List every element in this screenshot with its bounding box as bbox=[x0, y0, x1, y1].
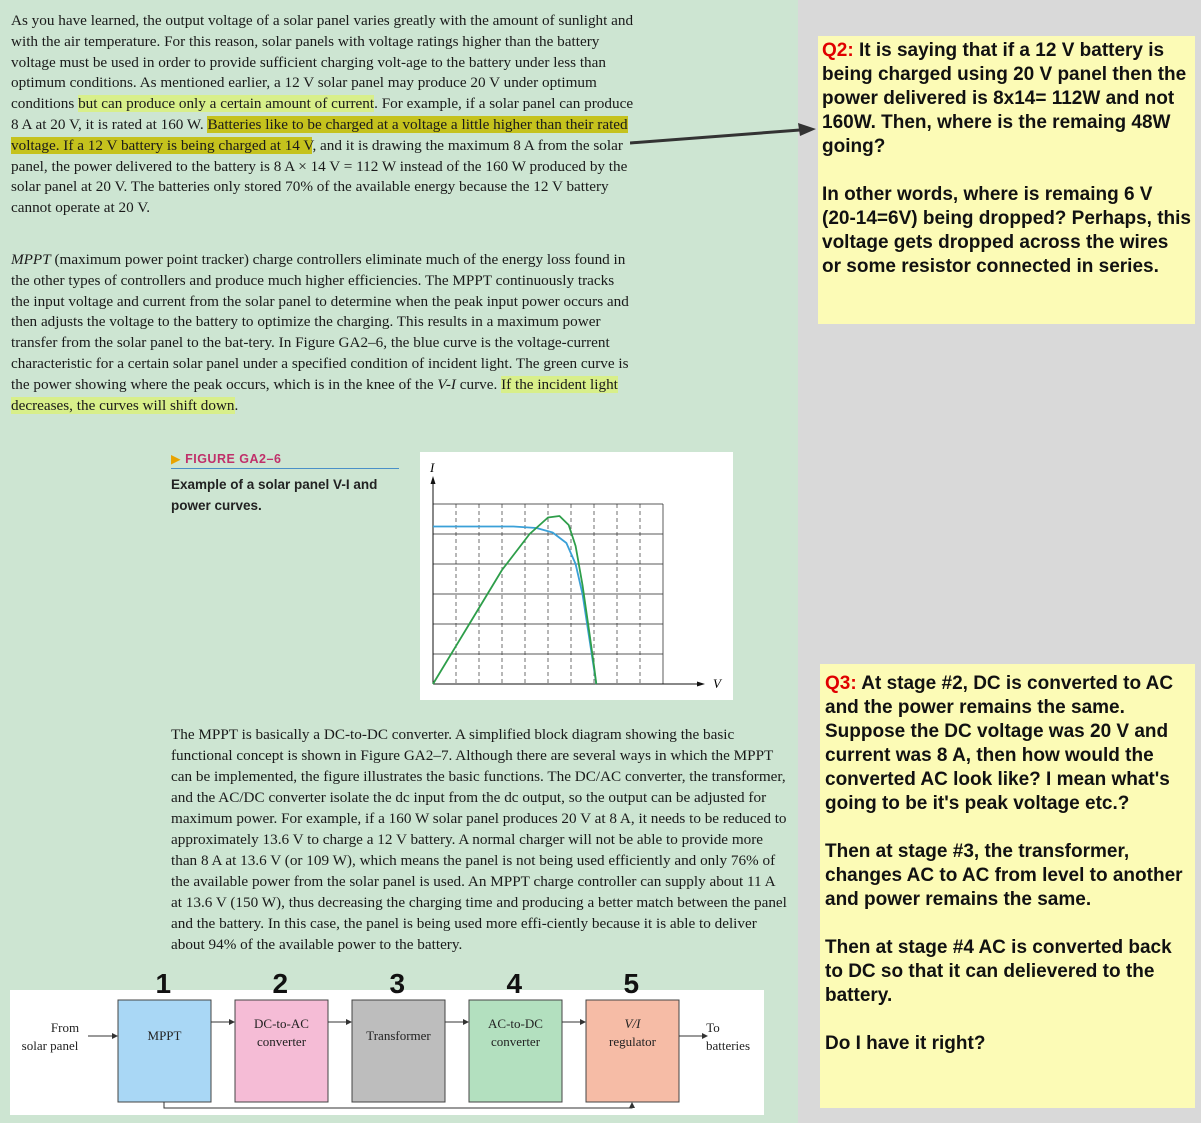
triangle-icon: ▶ bbox=[171, 452, 186, 466]
x-axis-label: V bbox=[713, 676, 721, 691]
text-segment: If the incident light decreases, the curves will shift down bbox=[11, 375, 618, 414]
vi-chart bbox=[420, 452, 733, 700]
figure-label bbox=[171, 451, 399, 469]
note-q2 bbox=[818, 36, 1195, 324]
stage-number-1: 1 bbox=[155, 968, 172, 999]
text-segment: curve. bbox=[455, 375, 502, 393]
figure-caption: Example of a solar panel V-I and power curves. bbox=[171, 477, 378, 513]
note-q3-line1 bbox=[825, 672, 1191, 816]
note-q2-line1 bbox=[822, 39, 1191, 159]
from-label-2: solar panel bbox=[21, 1038, 79, 1053]
paragraph-1 bbox=[11, 11, 635, 219]
text-segment: , and it is drawing the maximum 8 A from the solar panel, the power delivered to the battery is 8 A × 14 V = 112 W instead of the 160 W produced by the solar panel at 20 V. The batteries only stored 70% of the available energy because the 12 V battery cannot operate at 20 V. bbox=[11, 136, 628, 217]
q2-tag: Q2: bbox=[822, 40, 854, 61]
text-segment: Batteries like to be charged at a voltage a little higher than their rated voltage. If a 12 V battery is being charged at 14 V bbox=[11, 115, 628, 154]
to-label-2: batteries bbox=[705, 1038, 751, 1053]
paragraph-3: The MPPT is basically a DC-to-DC converter. A simplified block diagram showing the basic functional concept is shown in Figure GA2–7. Although there are several ways in which the MPPT can be implemented, the figure illustrates the basic functions. The DC/AC converter, the transformer, and the AC/DC converter isolate the dc input from the dc output, so the output can be adjusted for maximum power. For example, if a 160 W solar panel produces 20 V at 8 A, it needs to be reduced to approximately 13.6 V to charge a 12 V battery. A normal charger will not be able to provide more than 8 A at 13.6 V (or 109 W), which means the panel is not being used efficiently and only 76% of the available power from the solar panel is used. An MPPT charge controller can supply about 11 A at 13.6 V (150 W), thus decreasing the charging time and producing a better match between the panel and the battery. In this case, the panel is being used more effi-ciently because it is able to deliver about 94% of the available power to the battery. bbox=[171, 726, 787, 953]
chart-series bbox=[433, 516, 596, 684]
block-2-label: DC-to-AC bbox=[254, 1016, 309, 1031]
block-3 bbox=[352, 1000, 445, 1102]
series-power-curve bbox=[433, 516, 596, 684]
vi-chart-svg bbox=[420, 452, 733, 700]
from-label: From bbox=[50, 1020, 80, 1035]
block-4-label: AC-to-DC bbox=[488, 1016, 543, 1031]
text-segment: but can produce only a certain amount of current bbox=[78, 95, 375, 113]
text-segment: . For example, if a solar panel can produce 8 A at 20 V, it is rated at 160 W. bbox=[11, 95, 634, 133]
text-segment: V-I bbox=[437, 375, 456, 393]
block-1-label: MPPT bbox=[147, 1028, 182, 1043]
block-3-label: Transformer bbox=[366, 1028, 431, 1043]
stage-number-2: 2 bbox=[272, 968, 289, 999]
y-axis-arrow-icon bbox=[431, 476, 436, 484]
block-5-label: V/I bbox=[624, 1016, 641, 1031]
note-q3-line4: Do I have it right? bbox=[825, 1033, 986, 1054]
block-1 bbox=[118, 1000, 211, 1102]
q3-text1: At stage #2, DC is converted to AC and the power remains the same. Suppose the DC voltage was 20 V and current was 8 A, then how would the converted AC look like? I mean what's going to be it's peak voltage etc.? bbox=[825, 673, 1174, 814]
note-q3-line3: Then at stage #4 AC is converted back to DC so that it can delievered to the battery. bbox=[825, 937, 1172, 1006]
note-q3-line2: Then at stage #3, the transformer, changes AC to AC from level to another and power remains the same. bbox=[825, 841, 1183, 910]
text-segment: . bbox=[234, 396, 239, 414]
q3-tag: Q3: bbox=[825, 673, 857, 694]
stage-number-5: 5 bbox=[623, 968, 640, 999]
text-segment: MPPT bbox=[11, 251, 51, 268]
arrow-icon bbox=[630, 120, 820, 150]
block-4-label-2: converter bbox=[490, 1034, 541, 1049]
to-label: To bbox=[706, 1020, 720, 1035]
text-segment: (maximum power point tracker) charge controllers eliminate much of the energy loss found in the other types of controllers and produce much higher efficiencies. The MPPT continuously tracks the input voltage and current from the solar panel to determine when the peak input power occurs and then adjusts the voltage to the battery to optimize the charging. This results in a maximum power transfer from the solar panel to the bat-tery. In Figure GA2–6, the blue curve is the voltage-current characteristic for a certain solar panel under a specified condition of incident light. The green curve is the power showing where the peak occurs, which is in the knee of the bbox=[11, 251, 629, 393]
block-5-label-2: regulator bbox=[609, 1034, 656, 1049]
figure-label-text: FIGURE GA2–6 bbox=[185, 452, 282, 466]
y-axis-label: I bbox=[430, 460, 435, 475]
note-q2-line2: In other words, where is remaing 6 V (20-14=6V) being dropped? Perhaps, this voltage gets dropped across the wires or some resistor connected in series. bbox=[822, 184, 1191, 277]
q2-text1: It is saying that if a 12 V battery is being charged using 20 V panel then the power delivered is 8x14= 112W and not 160W. Then, where is the remaing 48W going? bbox=[822, 40, 1187, 157]
note-q3 bbox=[820, 664, 1195, 1108]
x-axis-arrow-icon bbox=[697, 682, 705, 687]
series-vi-curve bbox=[433, 527, 596, 685]
text-segment: As you have learned, the output voltage of a solar panel varies greatly with the amount of sunlight and with the air temperature. For this reason, solar panels with voltage ratings higher than the battery voltage must be used in order to provide sufficient charging volt-age to the battery under less than optimum conditions. As mentioned earlier, a 12 V solar panel may produce 20 V under optimum conditions bbox=[11, 12, 634, 113]
stage-number-3: 3 bbox=[389, 968, 406, 999]
block-2-label-2: converter bbox=[256, 1034, 307, 1049]
block-diagram bbox=[10, 970, 764, 1115]
diagram-content bbox=[22, 1000, 750, 1108]
paragraph-2 bbox=[11, 250, 635, 416]
stage-number-4: 4 bbox=[506, 968, 523, 999]
